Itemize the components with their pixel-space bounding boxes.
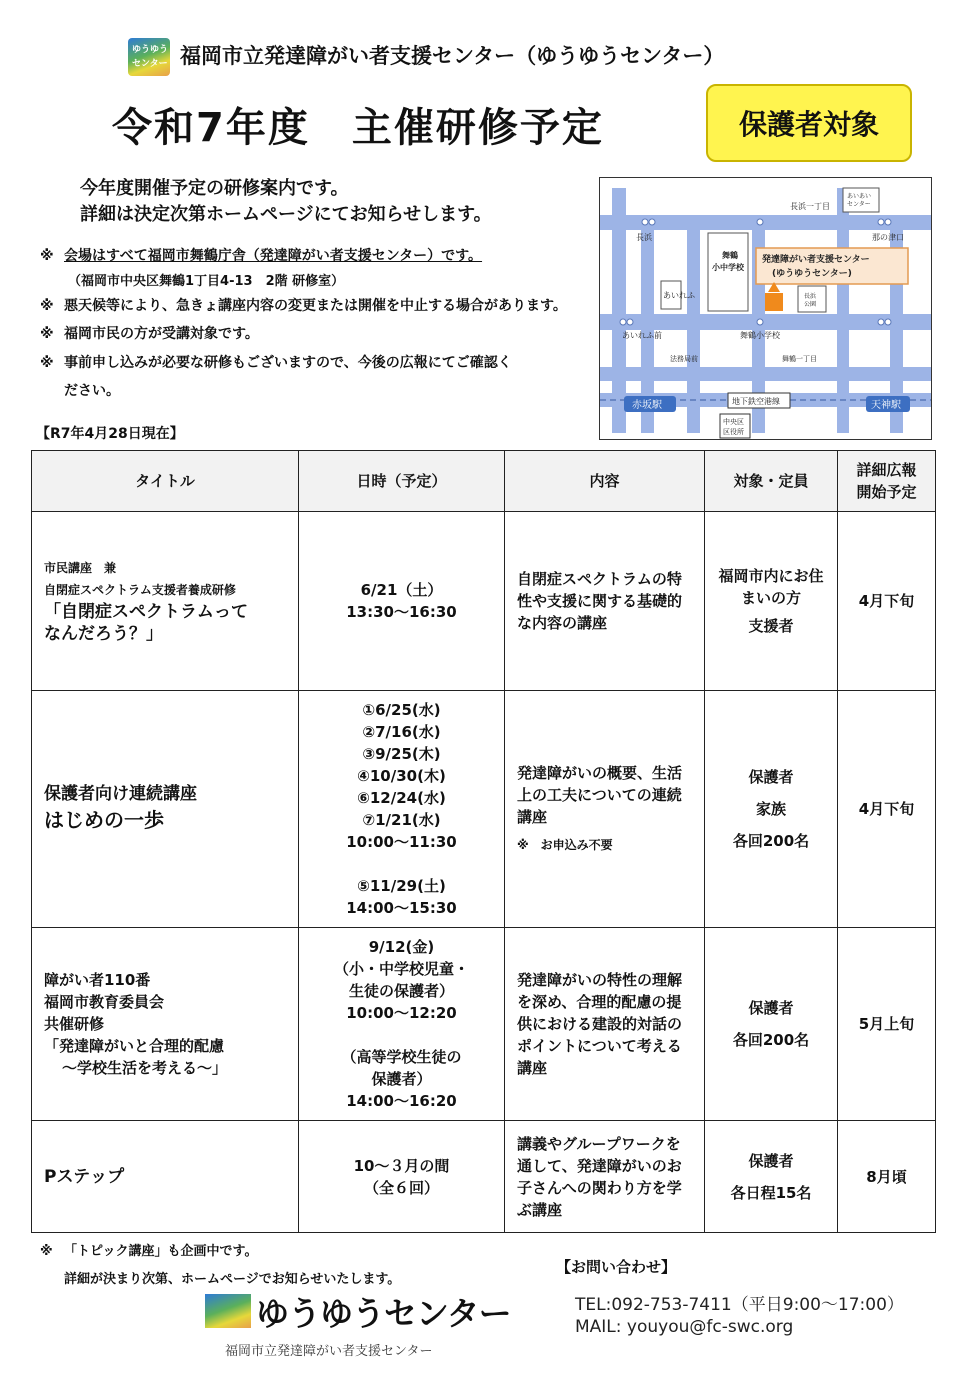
map-label-park-2: 公園 — [804, 301, 817, 308]
note-mark: ※ — [40, 355, 54, 371]
map-label-nagahama: 長浜 — [636, 233, 652, 242]
row2-target-3: 各回200名 — [732, 832, 810, 850]
map-label-park: 長浜 — [804, 293, 817, 300]
row2-date-4: ④10/30(木) — [357, 767, 446, 785]
map-label-maizuru-school: 舞鶴小学校 — [740, 331, 780, 340]
map-label-ward-1: 中央区 — [723, 418, 744, 426]
map-drawing — [600, 178, 932, 440]
contact-mail[interactable]: MAIL: youyou@fc-swc.org — [575, 1317, 794, 1337]
row3-date-7: 14:00～16:20 — [346, 1092, 457, 1110]
row2-title-1: 保護者向け連続講座 — [44, 784, 197, 804]
row1-title-small-1: 市民講座 兼 — [44, 561, 117, 575]
row3-date-6: 保護者） — [371, 1070, 432, 1088]
row2-date-3: ③9/25(木) — [362, 745, 441, 763]
row2-target-1: 保護者 — [748, 768, 794, 786]
row1-target — [705, 512, 838, 691]
row4-target-1: 保護者 — [748, 1151, 794, 1170]
note-registration-cont: ださい。 — [64, 383, 120, 399]
row3-title-2: 福岡市教育委員会 — [44, 993, 165, 1011]
map-label-maizuru-1: 舞鶴一丁目 — [782, 355, 817, 363]
row2-date-1: ①6/25(水) — [362, 701, 441, 719]
topic-note-text-2: 詳細が決まり次第、ホームページでお知らせいたします。 — [64, 1272, 401, 1287]
note-registration — [40, 352, 512, 372]
col-header-date: 日時（予定） — [299, 451, 505, 512]
row3-start: 5月上旬 — [838, 928, 936, 1121]
map-label-aireful-mae: あいれふ前 — [622, 331, 662, 340]
map-label-school: 舞鶴 — [722, 251, 738, 260]
row4-title: Pステップ — [32, 1121, 299, 1233]
row2-content — [505, 691, 705, 928]
row4-date-2: （全６回） — [363, 1178, 439, 1197]
col-header-content: 内容 — [505, 451, 705, 512]
intro-line-2: 詳細は決定次第ホームページにてお知らせします。 — [80, 204, 492, 225]
row3-target — [705, 928, 838, 1121]
map-aiai-block — [843, 188, 879, 212]
row3-title-3: 共催研修 — [44, 1015, 105, 1033]
map-label-center-2: (ゆうゆうセンター) — [772, 269, 852, 279]
center-logo-subtitle: 福岡市立発達障がい者支援センター — [225, 1344, 433, 1359]
map-label-ward-2: 区役所 — [723, 428, 744, 436]
row4-target — [705, 1121, 838, 1233]
row4-target-2: 各日程15名 — [730, 1183, 812, 1202]
map-label-houmukyoku: 法務局前 — [670, 355, 698, 363]
access-map — [599, 177, 932, 440]
row4-date-1: 10～３月の間 — [353, 1156, 450, 1175]
row2-content-text: 発達障がいの概要、生活上の工夫についての連続講座 — [517, 764, 683, 826]
note-mark: ※ — [40, 248, 54, 264]
col-header-target: 対象・定員 — [705, 451, 838, 512]
map-label-aireful: あいれふ — [663, 291, 695, 300]
row2-date-2: ②7/16(水) — [362, 723, 441, 741]
row3-content: 発達障がいの特性の理解を深め、合理的配慮の提供における建設的対話のポイントについて考える講座 — [505, 928, 705, 1121]
row2-date-5: ⑥12/24(水) — [357, 789, 446, 807]
contact-tel[interactable]: TEL:092-753-7411（平日9:00～17:00） — [575, 1295, 904, 1315]
map-label-aiai-2: センター — [847, 201, 871, 208]
training-schedule-table — [31, 450, 936, 1233]
row2-content-note: ※ お申込み不要 — [517, 838, 613, 852]
note-venue-address: （福岡市中央区舞鶴1丁目4-13 2階 研修室） — [68, 274, 345, 289]
row2-start: 4月下旬 — [838, 691, 936, 928]
row3-target-1: 保護者 — [748, 999, 794, 1017]
row1-start: 4月下旬 — [838, 512, 936, 691]
row2-target-2: 家族 — [755, 800, 786, 818]
topic-note-mark: ※ — [40, 1244, 53, 1259]
center-logo-text: ゆうゆうセンター — [256, 1294, 511, 1333]
row2-date-7: 10:00～11:30 — [346, 833, 457, 851]
row3-title-5: ～学校生活を考える～」 — [62, 1059, 228, 1077]
row3-date-5: （高等学校生徒の — [341, 1048, 462, 1066]
as-of-date: 【R7年4月28日現在】 — [36, 426, 184, 442]
row3-date-1: 9/12(金) — [368, 938, 435, 956]
map-label-akasaka: 赤坂駅 — [632, 400, 662, 411]
map-label-center-1: 発達障がい者支援センター — [762, 255, 870, 265]
table-row — [32, 512, 936, 691]
contact-heading: 【お問い合わせ】 — [556, 1258, 677, 1276]
row3-date-2: （小・中学校児童・ — [333, 960, 469, 978]
center-logo-small — [128, 38, 170, 76]
row1-date — [299, 512, 505, 691]
map-label-nanotsu: 那の津口 — [872, 233, 904, 242]
row2-title — [32, 691, 299, 928]
row3-title — [32, 928, 299, 1121]
note-registration-text: 事前申し込みが必要な研修もございますので、今後の広報にてご確認く — [64, 355, 512, 371]
logo-text-line-1: ゆうゆう — [132, 45, 169, 55]
row1-date-2: 13:30～16:30 — [346, 603, 457, 621]
table-row — [32, 1121, 936, 1233]
row3-date — [299, 928, 505, 1121]
center-name: 福岡市立発達障がい者支援センター（ゆうゆうセンター） — [180, 44, 725, 68]
row1-title-2: なんだろう？」 — [44, 624, 163, 644]
table-row — [32, 691, 936, 928]
table-row — [32, 928, 936, 1121]
row3-date-3: 生徒の保護者） — [348, 982, 454, 1000]
center-logo-icon — [205, 1294, 251, 1328]
row1-target-2: 支援者 — [748, 617, 794, 635]
row1-target-1: 福岡市内にお住まいの方 — [718, 567, 824, 607]
intro-line-1: 今年度開催予定の研修案内です。 — [80, 178, 349, 199]
note-venue — [40, 245, 482, 265]
row4-date — [299, 1121, 505, 1233]
note-citizens-text: 福岡市民の方が受講対象です。 — [64, 326, 259, 342]
note-weather — [40, 295, 567, 315]
row3-target-2: 各回200名 — [732, 1031, 810, 1049]
row3-title-4: 「発達障がいと合理的配慮 — [44, 1037, 225, 1055]
map-label-nagahama-1: 長浜一丁目 — [790, 202, 830, 211]
note-mark: ※ — [40, 326, 54, 342]
col-header-title: タイトル — [32, 451, 299, 512]
map-label-school-2: 小中学校 — [712, 263, 744, 272]
row1-date-1: 6/21（土） — [360, 581, 443, 599]
row4-start: 8月頃 — [838, 1121, 936, 1233]
row1-title-small-2: 自閉症スペクトラム支援者養成研修 — [44, 583, 236, 597]
note-citizens — [40, 323, 259, 343]
note-mark: ※ — [40, 298, 54, 314]
page-title: 令和7年度 主催研修予定 — [112, 105, 604, 151]
row2-date-9: 14:00～15:30 — [346, 899, 457, 917]
row4-content: 講義やグループワークを通して、発達障がいのお子さんへの関わり方を学ぶ講座 — [505, 1121, 705, 1233]
topic-note — [40, 1240, 257, 1259]
row3-title-1: 障がい者110番 — [44, 971, 151, 989]
col-header-start: 詳細広報 開始予定 — [838, 451, 936, 512]
row2-target — [705, 691, 838, 928]
row2-title-2: はじめの一歩 — [44, 808, 164, 832]
row3-date-4: 10:00～12:20 — [346, 1004, 457, 1022]
table-header-row — [32, 451, 936, 512]
logo-text-line-2: センター — [132, 59, 168, 69]
note-venue-text: 会場はすべて福岡市舞鶴庁舎（発達障がい者支援センター）です。 — [64, 248, 483, 264]
map-label-subway: 地下鉄空港線 — [732, 397, 780, 406]
note-weather-text: 悪天候等により、急きょ講座内容の変更または開催を中止する場合があります。 — [64, 298, 567, 314]
map-school-block — [708, 233, 748, 311]
map-center-marker — [765, 293, 783, 311]
row2-date — [299, 691, 505, 928]
audience-badge: 保護者対象 — [706, 84, 912, 162]
row2-date-8: ⑤11/29(土) — [357, 877, 446, 895]
map-label-tenjin: 天神駅 — [871, 400, 901, 411]
row1-content: 自閉症スペクトラムの特性や支援に関する基礎的な内容の講座 — [505, 512, 705, 691]
row1-title-1: 「自閉症スペクトラムって — [44, 602, 248, 622]
map-label-aiai: あいあい — [847, 193, 872, 200]
topic-note-text-1: 「トピック講座」も企画中です。 — [64, 1244, 258, 1259]
row1-title — [32, 512, 299, 691]
row2-date-6: ⑦1/21(水) — [362, 811, 441, 829]
